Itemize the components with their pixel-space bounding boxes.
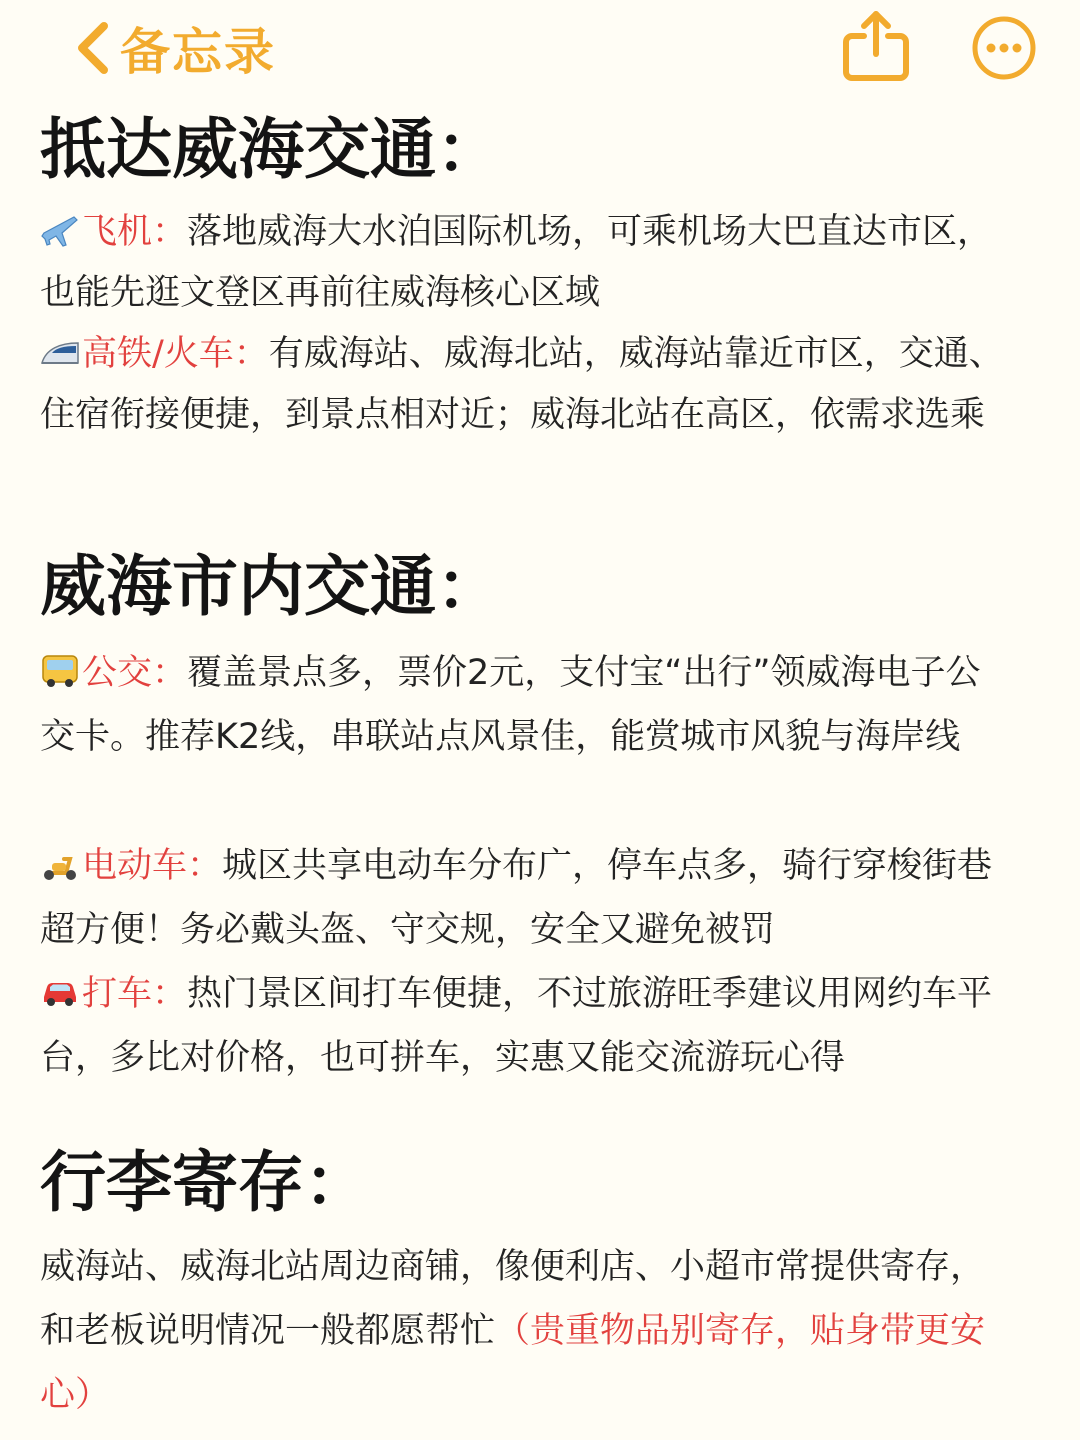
luggage-highlight: （贵重物品别寄存，贴身带更安心） — [40, 1311, 986, 1415]
bus-paragraph — [40, 641, 1005, 769]
car-icon — [40, 971, 80, 1011]
back-label: 备忘录 — [120, 23, 276, 81]
more-button[interactable] — [970, 14, 1038, 82]
train-text: 有威海站、威海北站，威海站靠近市区，交通、住宿衔接便捷，到景点相对近；威海北站在高区，依需求选乘 — [40, 334, 1004, 435]
taxi-label: 打车： — [82, 974, 188, 1014]
share-icon — [836, 6, 916, 86]
bullet-train-icon — [40, 331, 80, 371]
scooter-label: 电动车： — [82, 846, 223, 886]
scooter-paragraph — [40, 834, 1005, 962]
plane-paragraph — [40, 202, 1005, 324]
taxi-text: 热门景区间打车便捷，不过旅游旺季建议用网约车平台，多比对价格，也可拼车，实惠又能交流游玩心得 — [40, 974, 993, 1078]
scooter-text: 城区共享电动车分布广，停车点多，骑行穿梭街巷超方便！务必戴头盔、守交规，安全又避免被罚 — [40, 846, 993, 950]
train-label: 高铁/火车： — [82, 334, 269, 374]
plane-text: 落地威海大水泊国际机场，可乘机场大巴直达市区，也能先逛文登区再前往威海核心区域 — [40, 212, 993, 313]
more-icon — [970, 14, 1038, 82]
scooter-icon — [40, 843, 80, 883]
luggage-text: 威海站、威海北站周边商铺，像便利店、小超市常提供寄存，和老板说明情况一般都愿帮忙 — [40, 1247, 986, 1351]
section-title-city-transport: 威海市内交通： — [40, 548, 502, 625]
bus-label: 公交： — [82, 653, 188, 693]
back-button[interactable] — [70, 12, 276, 84]
share-button[interactable] — [836, 6, 916, 86]
luggage-paragraph — [40, 1235, 1005, 1427]
nav-bar — [0, 0, 1080, 100]
train-paragraph — [40, 324, 1005, 446]
chevron-left-icon — [70, 18, 114, 78]
plane-label: 飞机： — [82, 212, 188, 252]
section-title-luggage: 行李寄存： — [40, 1144, 370, 1221]
taxi-paragraph — [40, 962, 1005, 1090]
airplane-icon — [40, 209, 80, 249]
bus-text: 覆盖景点多，票价2元，支付宝“出行”领威海电子公交卡。推荐K2线，串联站点风景佳，能赏城市风貌与海岸线 — [40, 653, 981, 757]
section-title-arrival: 抵达威海交通： — [40, 111, 502, 188]
bus-icon — [40, 650, 80, 690]
